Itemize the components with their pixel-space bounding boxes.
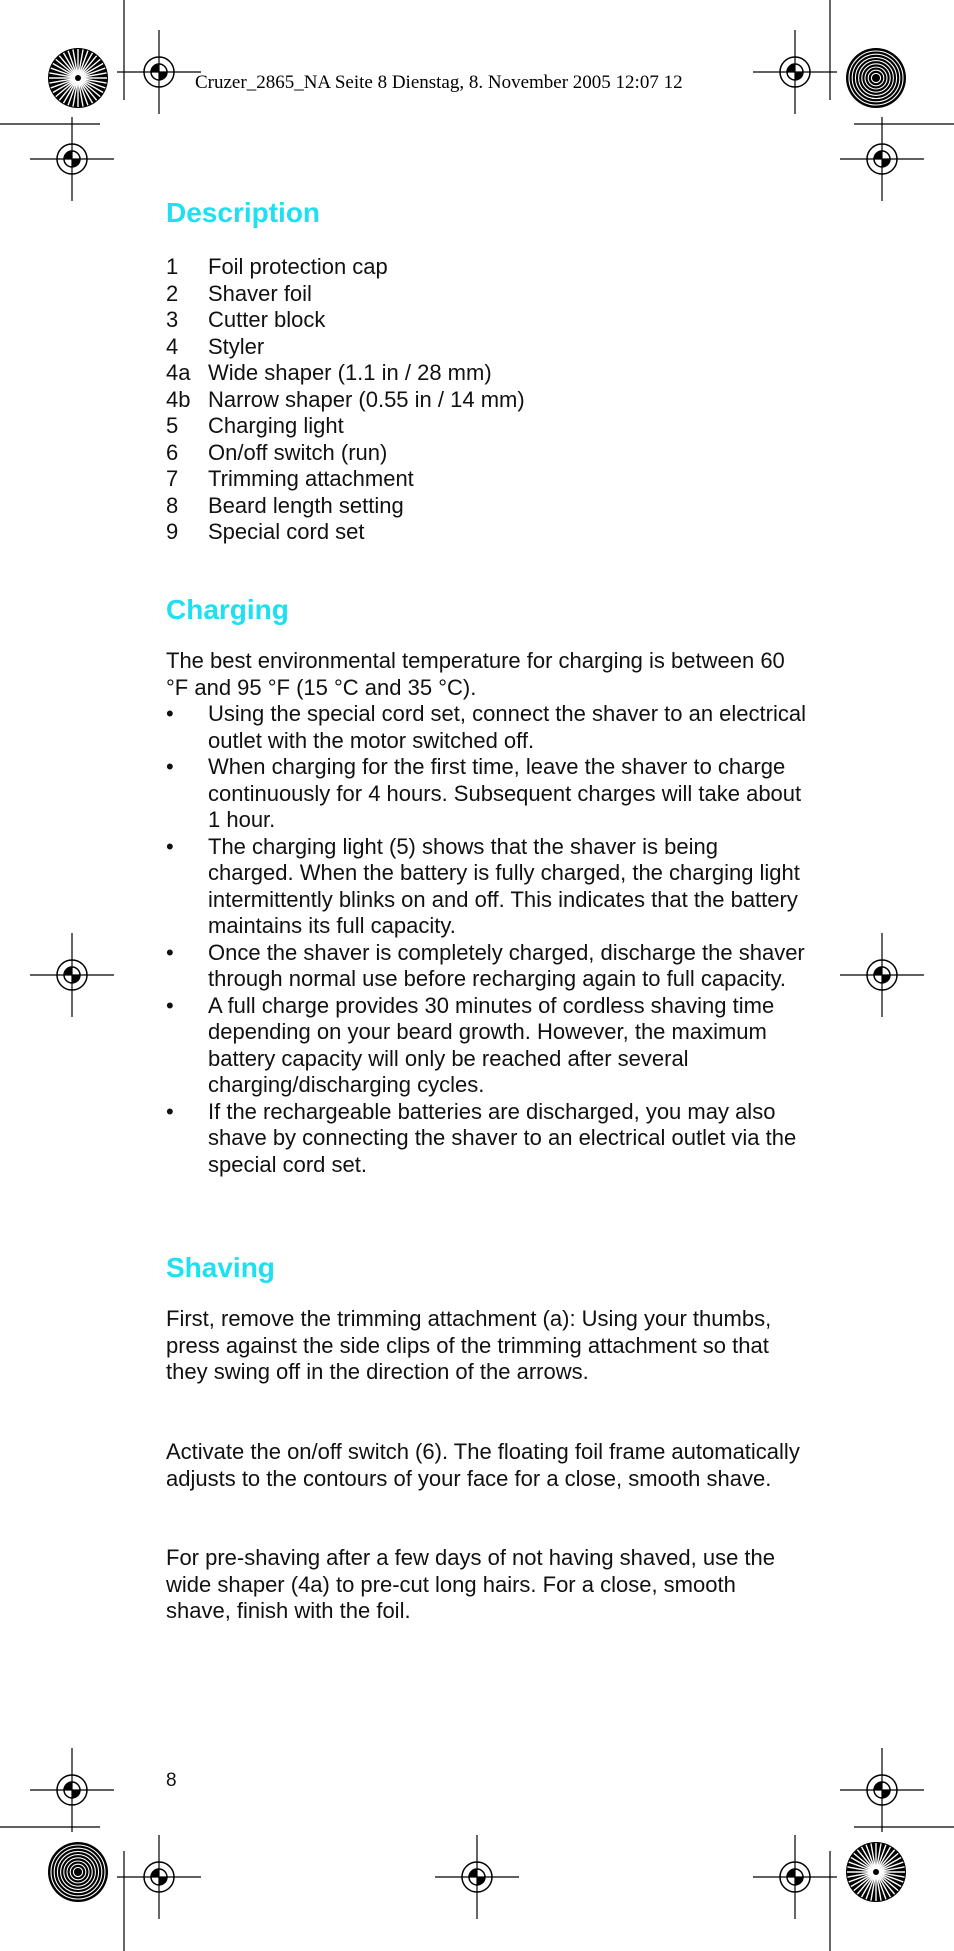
bullet-text: Once the shaver is completely charged, discharge the shaver through normal use before recharging again to full capacity. bbox=[208, 939, 805, 991]
charging-intro: The best environmental temperature for charging is between 60 °F and 95 °F (15 °C and 35 °C). bbox=[166, 648, 785, 700]
part-number: 7 bbox=[166, 466, 179, 491]
parts-list-item bbox=[166, 360, 525, 387]
registration-target-icon bbox=[117, 30, 201, 114]
charging-instructions bbox=[166, 701, 806, 1178]
page-number: 8 bbox=[166, 1770, 177, 1791]
concentric-target-icon bbox=[48, 1842, 108, 1902]
charging-bullet bbox=[166, 754, 806, 834]
concentric-target-icon bbox=[846, 48, 906, 108]
bullet-icon: • bbox=[166, 992, 174, 1018]
registration-target-icon bbox=[30, 117, 114, 201]
registration-target-icon bbox=[840, 1748, 924, 1832]
part-number: 8 bbox=[166, 492, 179, 518]
charging-bullet bbox=[166, 1099, 806, 1179]
parts-list-item bbox=[166, 307, 525, 334]
bullet-text: If the rechargeable batteries are discharged, you may also shave by connecting the shaver to an electrical outlet via the special cord set. bbox=[208, 1098, 797, 1177]
starburst-target-icon bbox=[846, 1842, 906, 1902]
registration-target-icon bbox=[840, 117, 924, 201]
parts-list bbox=[166, 254, 525, 546]
registration-target-icon bbox=[753, 30, 837, 114]
part-number: 9 bbox=[166, 519, 179, 544]
bullet-icon: • bbox=[166, 754, 174, 779]
part-label: Cutter block bbox=[208, 307, 326, 332]
charging-bullet bbox=[166, 940, 806, 993]
part-label: Shaver foil bbox=[208, 280, 312, 306]
description-heading: Description bbox=[166, 197, 321, 228]
charging-heading: Charging bbox=[166, 594, 289, 625]
shaving-paragraph: First, remove the trimming attachment (a): Using your thumbs, press against the side clips of the trimming attachment so that they swing off in the direction of the arrows. bbox=[166, 1306, 772, 1384]
part-number: 5 bbox=[166, 413, 179, 438]
registration-target-icon bbox=[435, 1835, 519, 1919]
bullet-icon: • bbox=[166, 939, 174, 965]
registration-target-icon bbox=[30, 933, 114, 1017]
shaving-paragraph: For pre-shaving after a few days of not having shaved, use the wide shaper (4a) to pre-cut long hairs. For a close, smooth shave, finish with the foil. bbox=[166, 1545, 776, 1623]
parts-list-item bbox=[166, 519, 525, 546]
part-number: 1 bbox=[166, 254, 179, 279]
part-label: Special cord set bbox=[208, 519, 365, 544]
parts-list-item bbox=[166, 334, 525, 361]
parts-list-item bbox=[166, 281, 525, 308]
bullet-text: When charging for the first time, leave the shaver to charge continuously for 4 hours. Subsequent charges will take about 1 hour. bbox=[208, 754, 802, 832]
charging-bullet bbox=[166, 834, 806, 940]
bullet-icon: • bbox=[166, 701, 174, 726]
part-label: Wide shaper (1.1 in / 28 mm) bbox=[208, 360, 492, 385]
parts-list-item bbox=[166, 440, 525, 467]
bullet-text: The charging light (5) shows that the shaver is being charged. When the battery is fully charged, the charging light intermittently blinks on and off. This indicates that the battery maintains its full capacity. bbox=[208, 833, 800, 938]
bullet-icon: • bbox=[166, 1098, 174, 1124]
part-number: 3 bbox=[166, 307, 179, 332]
part-label: On/off switch (run) bbox=[208, 439, 388, 465]
part-number: 4a bbox=[166, 360, 191, 385]
bullet-text: A full charge provides 30 minutes of cordless shaving time depending on your beard growth. However, the maximum battery capacity will only be reached after several charging/discharging cycles. bbox=[208, 992, 775, 1097]
parts-list-item bbox=[166, 493, 525, 520]
part-label: Styler bbox=[208, 333, 265, 359]
parts-list-item bbox=[166, 387, 525, 414]
charging-bullet bbox=[166, 993, 806, 1099]
shaving-heading: Shaving bbox=[166, 1252, 275, 1283]
bullet-icon: • bbox=[166, 833, 174, 859]
part-number: 4 bbox=[166, 333, 179, 359]
parts-list-item bbox=[166, 254, 525, 281]
part-number: 2 bbox=[166, 280, 179, 306]
part-label: Narrow shaper (0.55 in / 14 mm) bbox=[208, 386, 525, 412]
parts-list-item bbox=[166, 466, 525, 493]
part-label: Trimming attachment bbox=[208, 466, 414, 491]
part-number: 4b bbox=[166, 386, 191, 412]
part-label: Foil protection cap bbox=[208, 254, 388, 279]
bullet-text: Using the special cord set, connect the shaver to an electrical outlet with the motor switched off. bbox=[208, 701, 806, 753]
starburst-target-icon bbox=[48, 48, 108, 108]
registration-target-icon bbox=[753, 1835, 837, 1919]
part-number: 6 bbox=[166, 439, 179, 465]
registration-target-icon bbox=[840, 933, 924, 1017]
part-label: Charging light bbox=[208, 413, 344, 438]
parts-list-item bbox=[166, 413, 525, 440]
charging-bullet bbox=[166, 701, 806, 754]
registration-target-icon bbox=[30, 1748, 114, 1832]
print-header: Cruzer_2865_NA Seite 8 Dienstag, 8. November 2005 12:07 12 bbox=[195, 72, 683, 93]
registration-target-icon bbox=[117, 1835, 201, 1919]
part-label: Beard length setting bbox=[208, 492, 404, 518]
shaving-paragraph: Activate the on/off switch (6). The floating foil frame automatically adjusts to the contours of your face for a close, smooth shave. bbox=[166, 1439, 800, 1491]
